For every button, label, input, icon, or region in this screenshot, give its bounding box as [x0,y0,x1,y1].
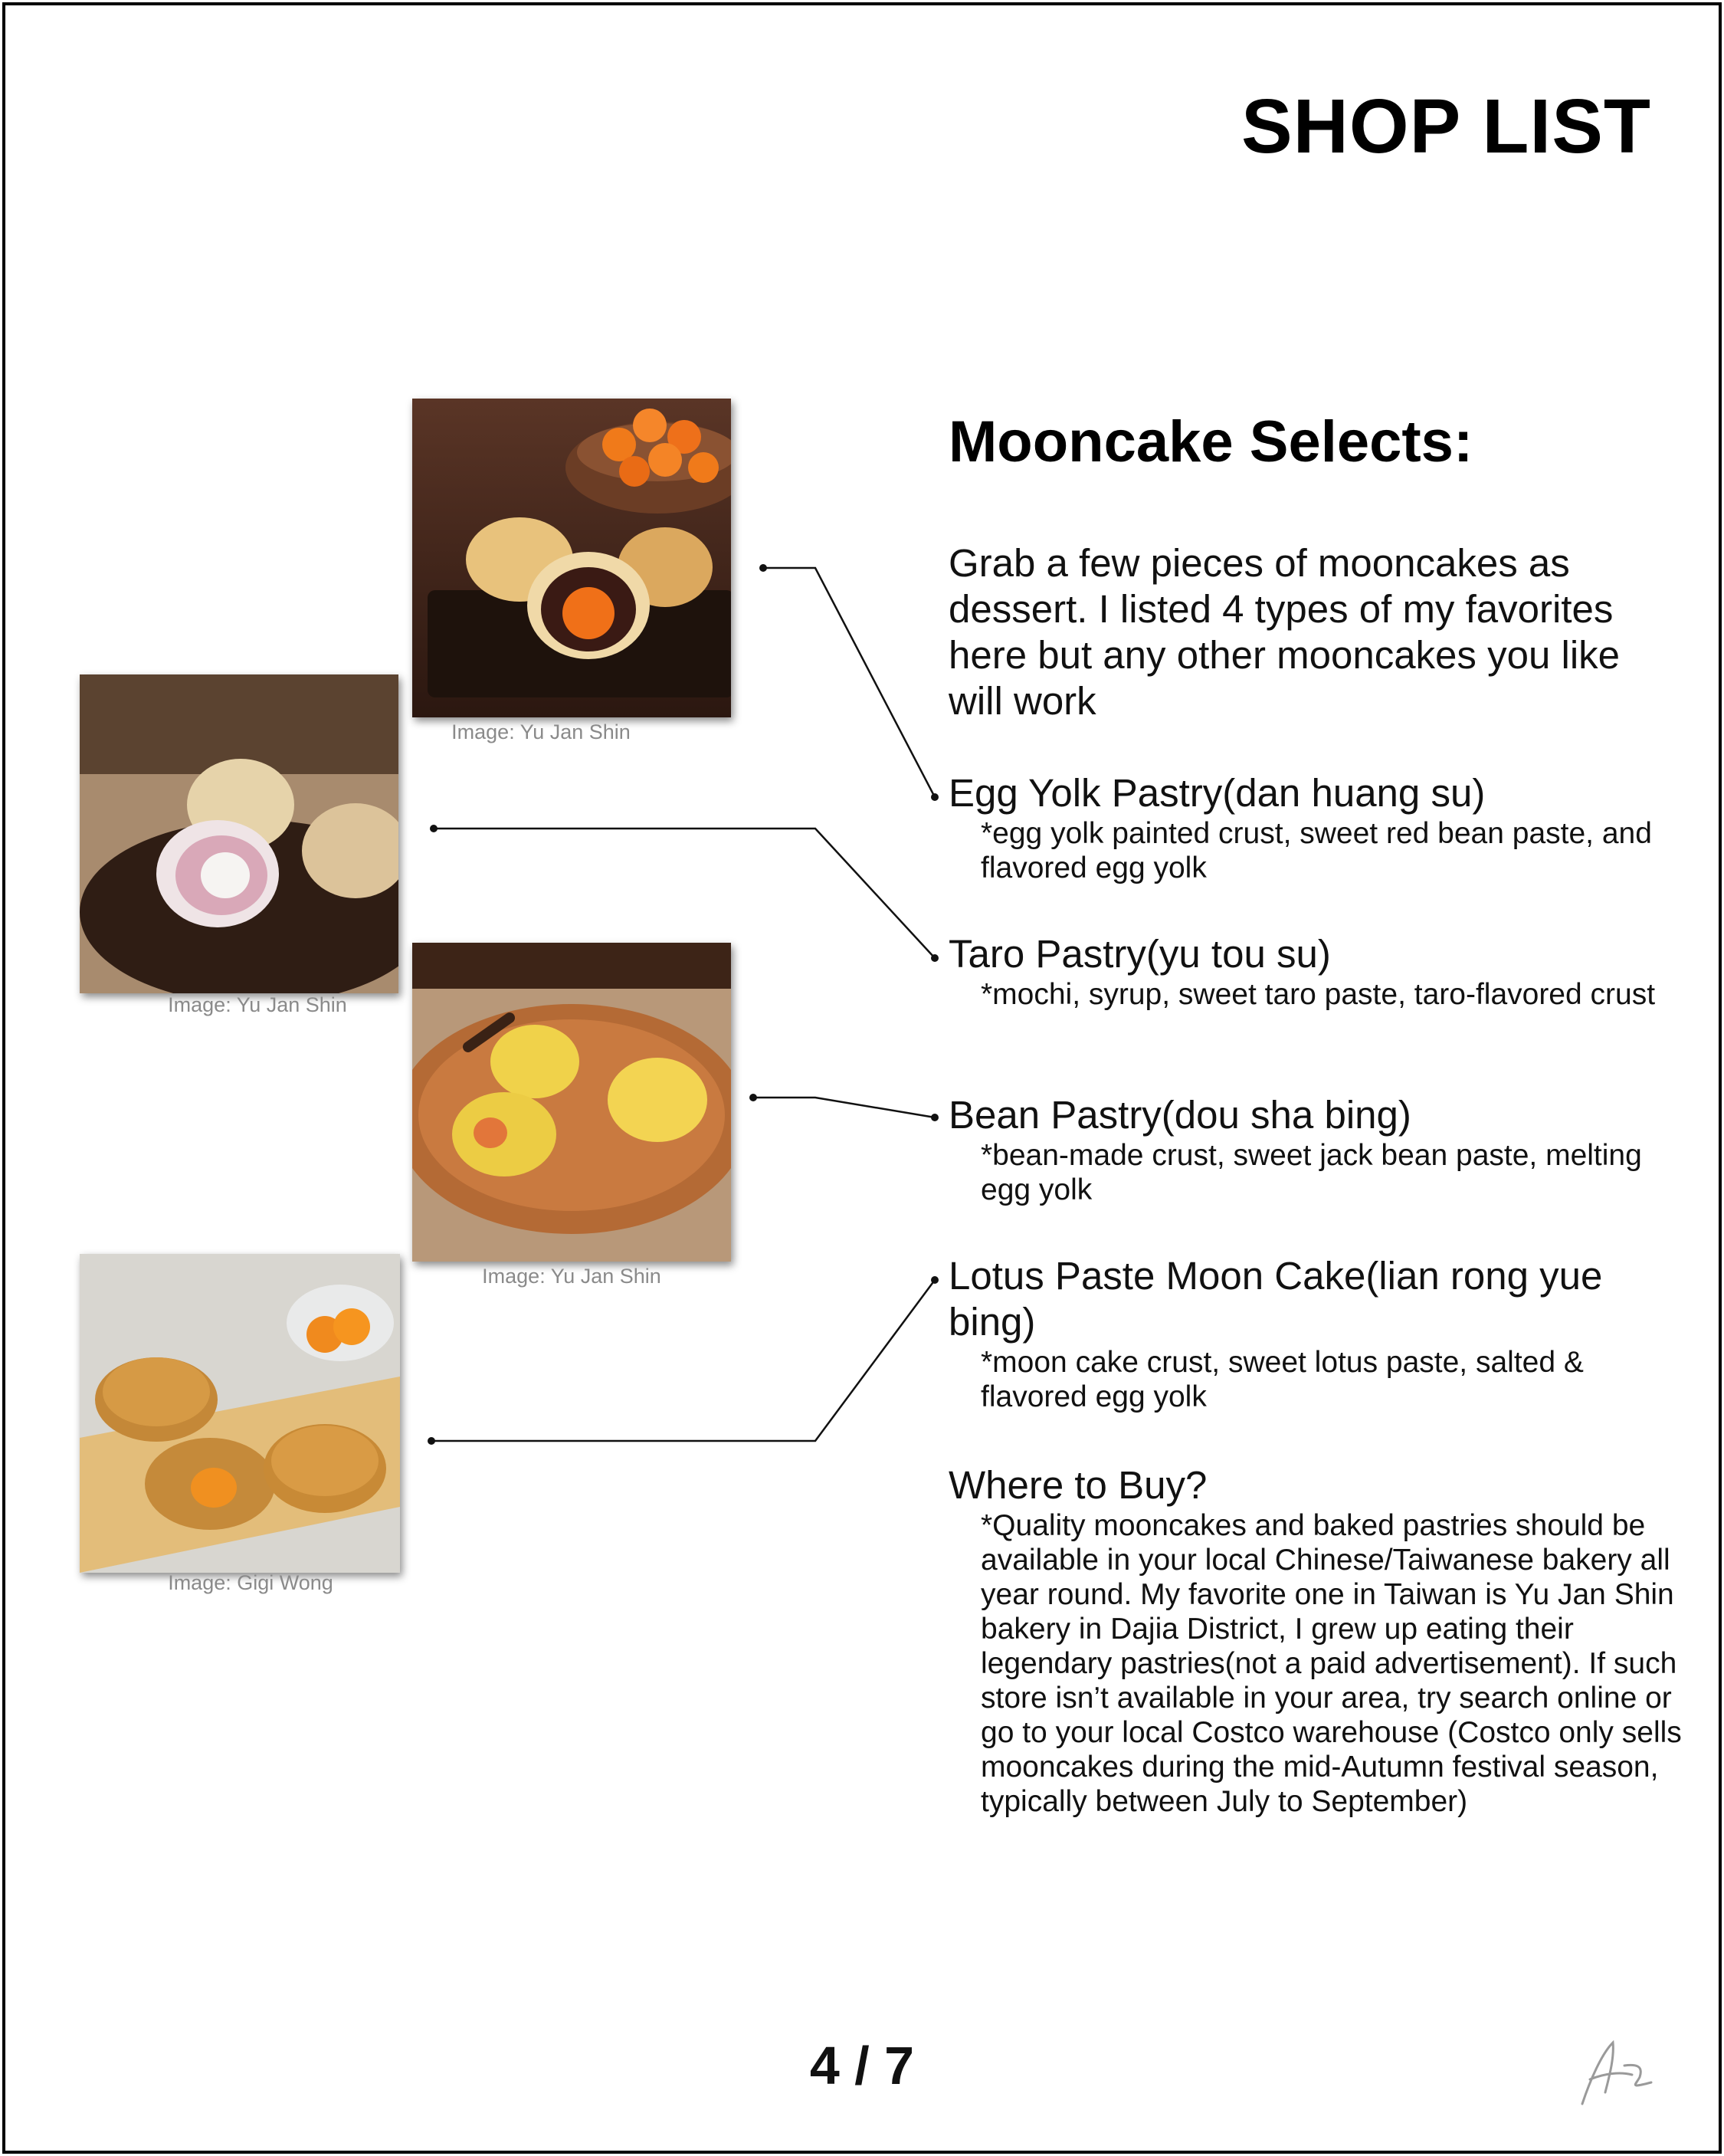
photo-credit: Image: Yu Jan Shin [168,993,347,1016]
item-description: *egg yolk painted crust, sweet red bean paste, and flavored egg yolk [981,817,1652,884]
section-intro: Grab a few pieces of mooncakes as dessert. I listed 4 types of my favorites here but any other mooncakes you like will work [949,541,1621,723]
connector-bean [753,1098,935,1117]
connector-dot [430,825,438,832]
connector-egg-yolk [763,568,935,797]
connector-lotus [431,1280,935,1441]
section-title: Mooncake Selects: [949,409,1473,474]
connector-dot [749,1094,757,1101]
item-description: *moon cake crust, sweet lotus paste, salted & flavored egg yolk [981,1346,1584,1413]
item-name: Taro Pastry(yu tou su) [949,932,1331,976]
page-number: 4 / 7 [809,2036,915,2095]
item-name: Lotus Paste Moon Cake(lian rong yue bing) [949,1254,1603,1344]
photo-credit: Image: Gigi Wong [168,1571,333,1594]
connector-taro [434,829,935,958]
connector-dot [931,954,939,962]
connector-dot [931,1114,939,1121]
signature-icon [1567,2035,1667,2112]
photo-credit: Image: Yu Jan Shin [451,720,631,743]
page-title: SHOP LIST [1241,84,1651,169]
item-description: *mochi, syrup, sweet taro paste, taro-flavored crust [981,978,1656,1011]
item-name: Bean Pastry(dou sha bing) [949,1093,1411,1137]
connector-dot [428,1437,435,1445]
where-to-buy-description: *Quality mooncakes and baked pastries should be available in your local Chinese/Taiwanese bakery all year round. My favorite one in Taiwan is Yu Jan Shin bakery in Dajia District, I grew up eating their legendary pastries(not a paid advertisement). If such store isn’t available in your area, try search online or go to your local Costco warehouse (Costco only sells mooncakes during the mid-Autumn festival season, typically between July to September) [981,1509,1682,1818]
connector-dot [759,564,767,572]
connector-dot [931,1276,939,1284]
item-description: *bean-made crust, sweet jack bean paste, melting egg yolk [981,1139,1642,1206]
where-to-buy-title: Where to Buy? [949,1463,1208,1507]
item-name: Egg Yolk Pastry(dan huang su) [949,771,1486,815]
connector-dot [931,793,939,801]
photo-credit: Image: Yu Jan Shin [482,1265,661,1288]
